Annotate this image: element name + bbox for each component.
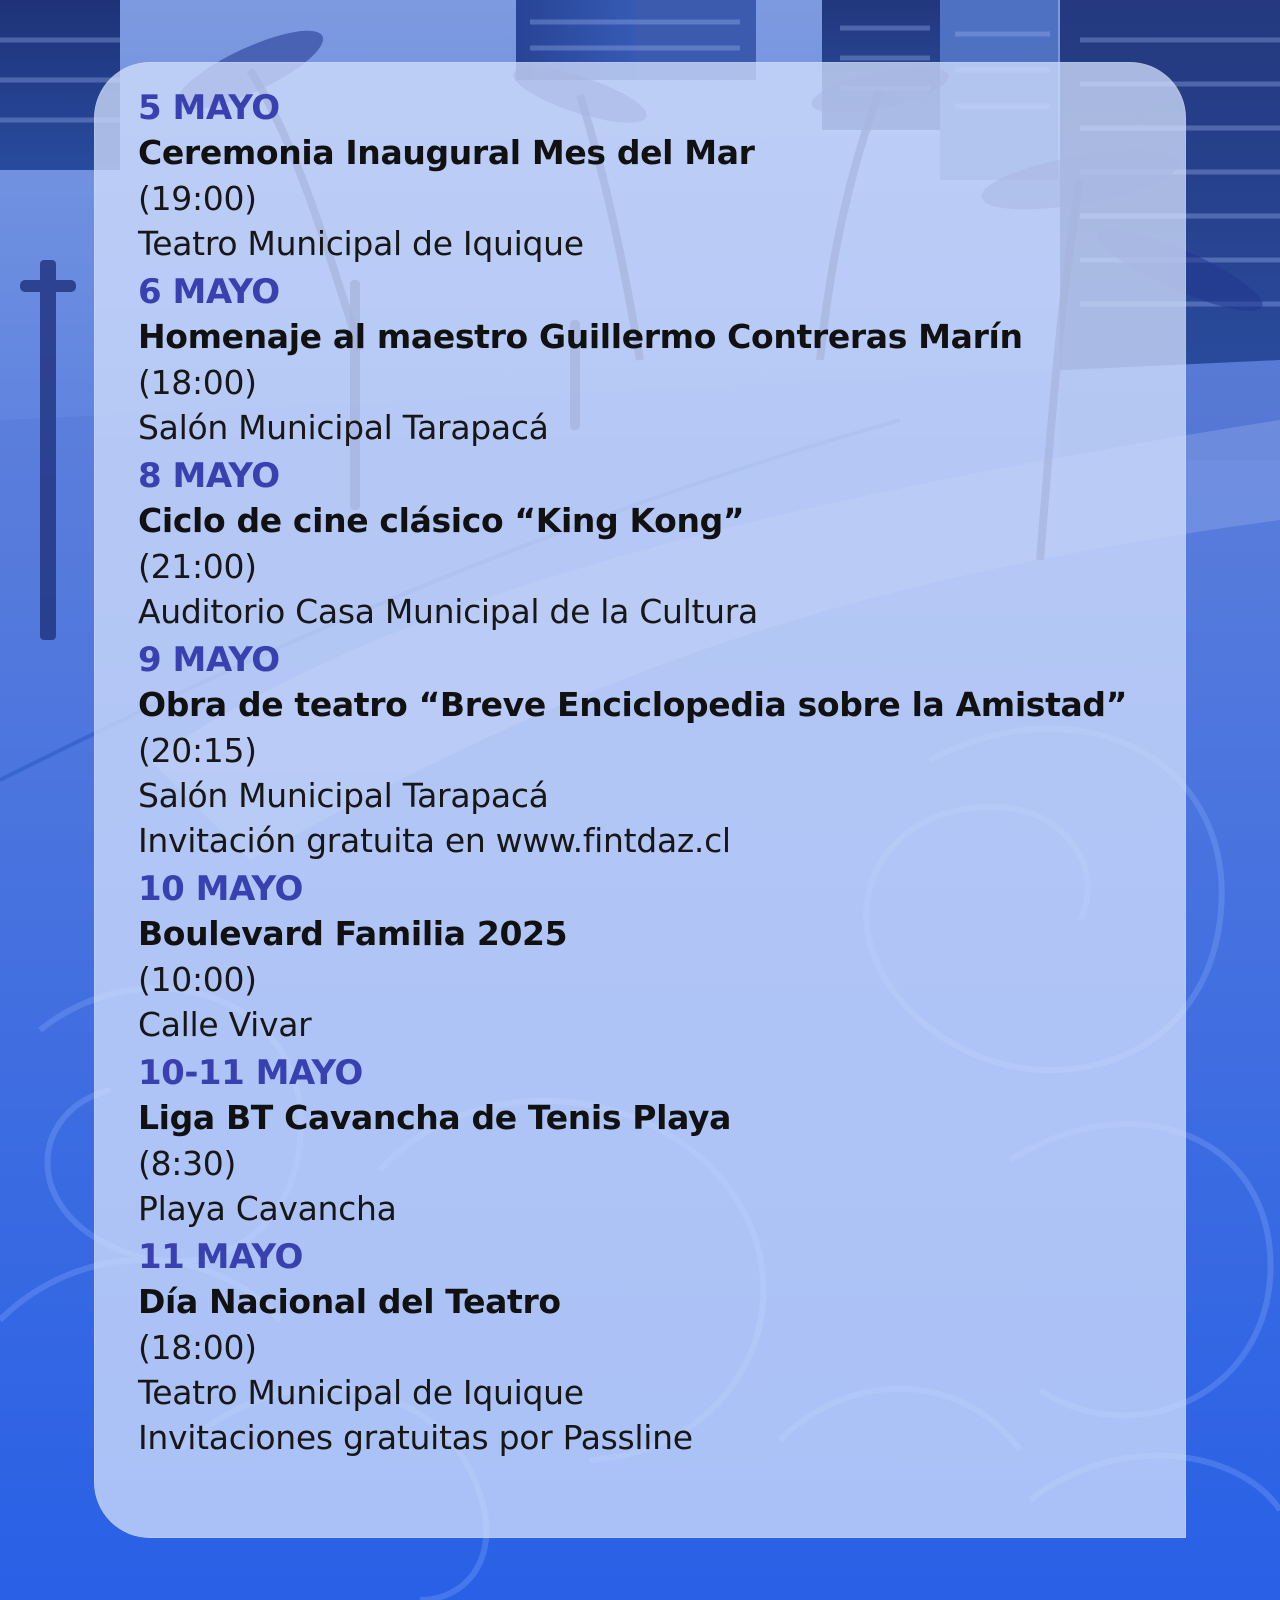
event-time: (8:30) — [138, 1144, 237, 1183]
event-item — [138, 86, 1156, 266]
event-note: Invitación gratuita en www.fintdaz.cl — [138, 821, 731, 860]
event-place: Calle Vivar — [138, 1005, 312, 1044]
event-title: Día Nacional del Teatro — [138, 1282, 561, 1321]
event-place: Salón Municipal Tarapacá — [138, 408, 549, 447]
event-title: Homenaje al maestro Guillermo Contreras Marín — [138, 317, 1023, 356]
event-schedule-card — [94, 62, 1186, 1538]
event-date: 11 MAYO — [138, 1237, 303, 1277]
event-title: Obra de teatro “Breve Enciclopedia sobre la Amistad” — [138, 685, 1128, 724]
event-place: Teatro Municipal de Iquique — [138, 224, 584, 263]
event-note: Invitaciones gratuitas por Passline — [138, 1418, 693, 1457]
event-time: (10:00) — [138, 960, 257, 999]
event-title: Ceremonia Inaugural Mes del Mar — [138, 133, 755, 172]
event-title: Boulevard Familia 2025 — [138, 914, 568, 953]
event-date: 5 MAYO — [138, 88, 280, 128]
event-title: Liga BT Cavancha de Tenis Playa — [138, 1098, 732, 1137]
event-time: (20:15) — [138, 731, 257, 770]
event-place: Teatro Municipal de Iquique — [138, 1373, 584, 1412]
event-item — [138, 638, 1156, 863]
event-place: Auditorio Casa Municipal de la Cultura — [138, 592, 758, 631]
event-date: 10-11 MAYO — [138, 1053, 363, 1093]
event-place: Playa Cavancha — [138, 1189, 397, 1228]
event-date: 6 MAYO — [138, 272, 280, 312]
event-item — [138, 1235, 1156, 1460]
event-item — [138, 270, 1156, 450]
event-item — [138, 454, 1156, 634]
event-item — [138, 867, 1156, 1047]
event-time: (18:00) — [138, 363, 257, 402]
event-time: (19:00) — [138, 179, 257, 218]
event-date: 9 MAYO — [138, 640, 280, 680]
event-time: (18:00) — [138, 1328, 257, 1367]
event-title: Ciclo de cine clásico “King Kong” — [138, 501, 745, 540]
event-time: (21:00) — [138, 547, 257, 586]
event-date: 8 MAYO — [138, 456, 280, 496]
event-place: Salón Municipal Tarapacá — [138, 776, 549, 815]
event-item — [138, 1051, 1156, 1231]
event-date: 10 MAYO — [138, 869, 303, 909]
event-list — [138, 86, 1156, 1508]
